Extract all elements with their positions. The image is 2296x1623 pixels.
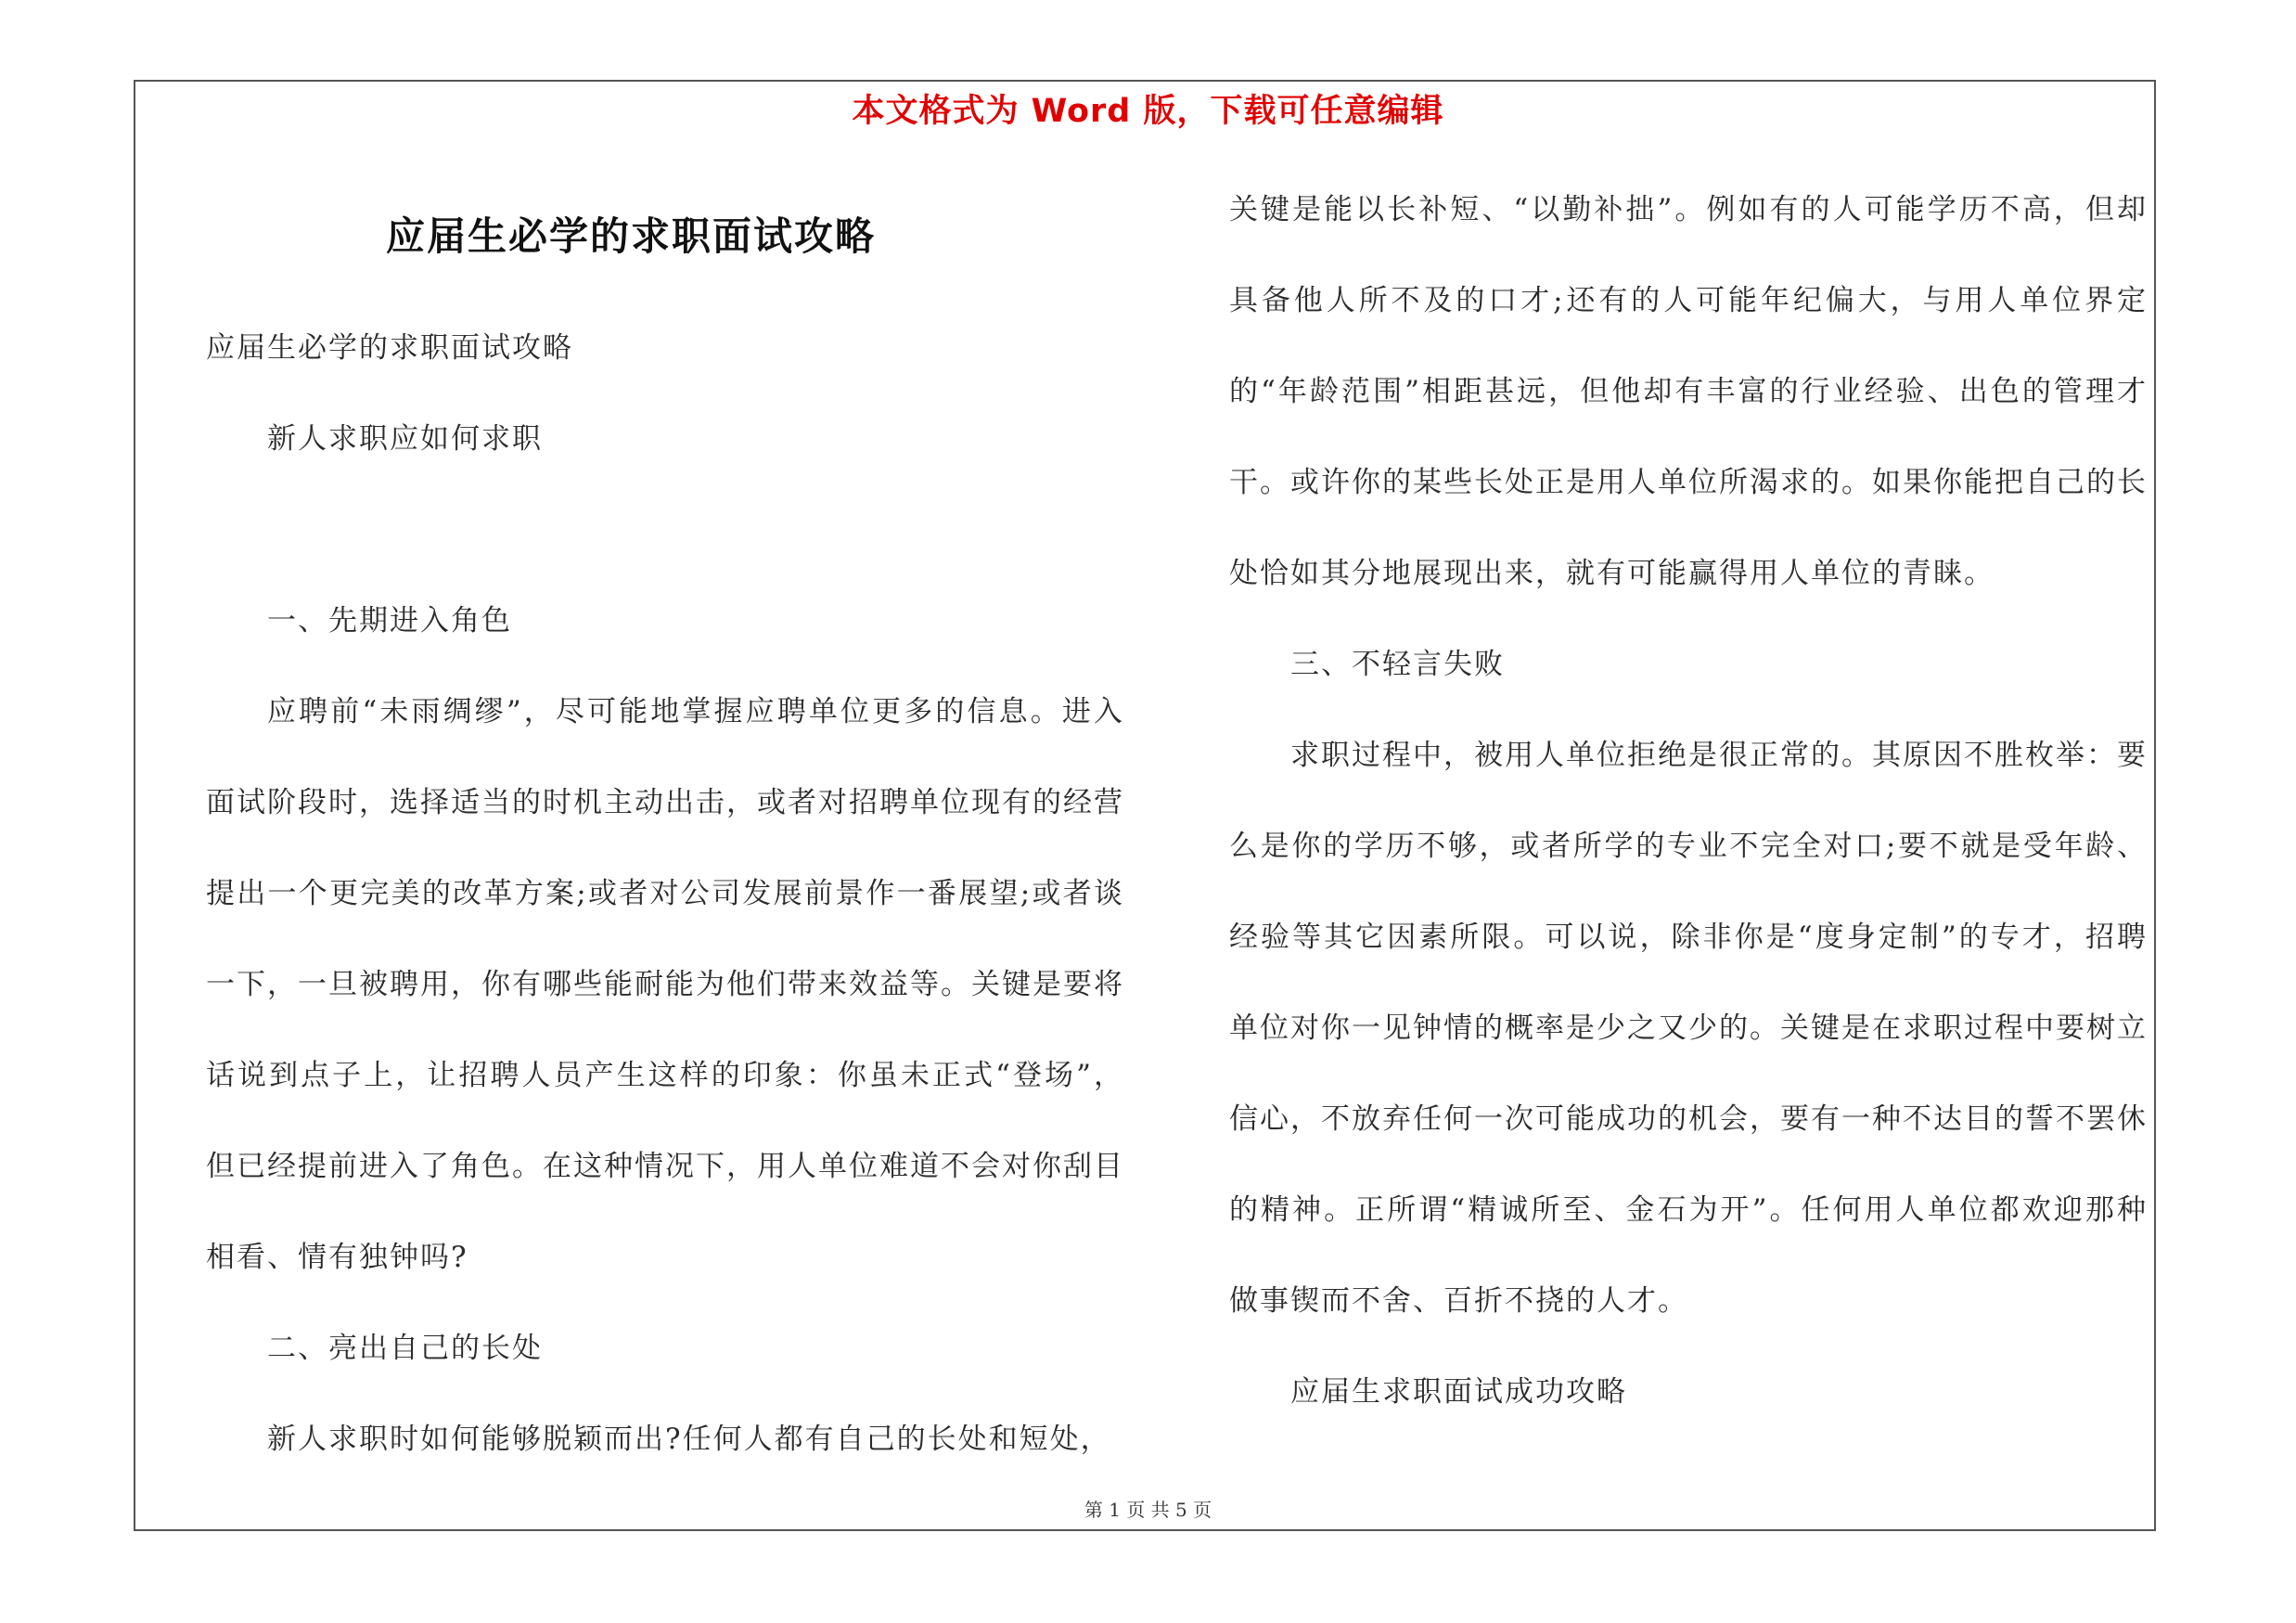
intro-heading: 新人求职应如何求职 [267,422,543,456]
right-column [1229,164,2148,1437]
left-column [206,303,1124,1485]
section1-body: 应聘前“未雨绸缪”，尽可能地掌握应聘单位更多的信息。进入面试阶段时，选择适当的时机主动出击，或者对招聘单位现有的经营提出一个更完美的改革方案;或者对公司发展前景作一番展望;或者谈一下，一旦被聘用，你有哪些能耐能为他们带来效益等。关键是要将话说到点子上，让招聘人员产生这样的印象：你虽未正式“登场”，但已经提前进入了角色。在这种情况下，用人单位难道不会对你刮目相看、情有独钟吗? [206,695,1124,1274]
section2-body-start: 新人求职时如何能够脱颖而出?任何人都有自己的长处和短处， [267,1423,1111,1456]
section3-heading: 三、不轻言失败 [1290,648,1505,681]
page-number-footer: 第 1 页 共 5 页 [1084,1499,1212,1521]
section3-body: 求职过程中，被用人单位拒绝是很正常的。其原因不胜枚举：要么是你的学历不够，或者所学的专业不完全对口;要不就是受年龄、经验等其它因素所限。可以说，除非你是“度身定制”的专才，招聘单位对你一见钟情的概率是少之又少的。关键是在求职过程中要树立信心，不放弃任何一次可能成功的机会，要有一种不达目的誓不罢休的精神。正所谓“精诚所至、金石为开”。任何用人单位都欢迎那种做事锲而不舍、百折不挠的人才。 [1229,739,2148,1318]
next-section-heading: 应届生求职面试成功攻略 [1290,1375,1627,1409]
section2-heading: 二、亮出自己的长处 [267,1332,543,1365]
section1-heading: 一、先期进入角色 [267,604,512,638]
document-title: 应届生必学的求职面试攻略 [385,213,876,259]
word-format-banner: 本文格式为 Word 版，下载可任意编辑 [852,93,1444,130]
section2-body-cont: 关键是能以长补短、“以勤补拙”。例如有的人可能学历不高，但却具备他人所不及的口才;还有的人可能年纪偏大，与用人单位界定的“年龄范围”相距甚远，但他却有丰富的行业经验、出色的管理才干。或许你的某些长处正是用人单位所渴求的。如果你能把自己的长处恰如其分地展现出来，就有可能赢得用人单位的青睐。 [1229,193,2148,590]
blank-line [206,484,1124,575]
subtitle: 应届生必学的求职面试攻略 [206,331,573,365]
